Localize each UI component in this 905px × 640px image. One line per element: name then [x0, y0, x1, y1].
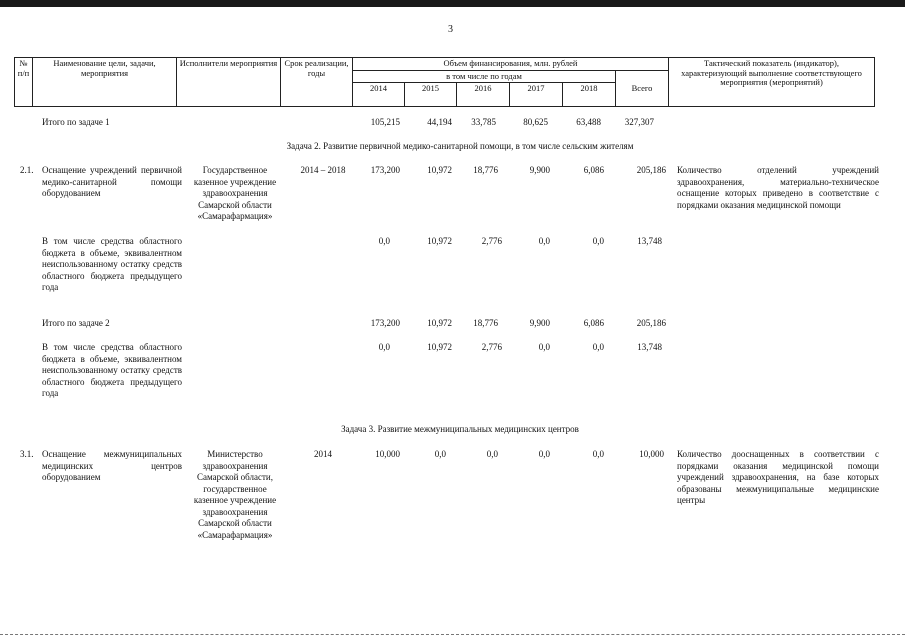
row31-term: 2014 [314, 449, 332, 459]
header-financing: Объем финансирования, млн. рублей [353, 58, 669, 71]
row21-2018: 6,086 [583, 165, 604, 175]
table-header [14, 57, 875, 107]
header-by-year: в том числе по годам [353, 70, 616, 83]
header-total: Всего [616, 70, 669, 107]
bottom-border-line [0, 634, 905, 636]
header-executors: Исполнители мероприятия [177, 58, 281, 107]
row21-2017: 9,900 [529, 165, 550, 175]
itog2-2018: 6,086 [583, 318, 604, 328]
itog2-incl-2018: 0,0 [592, 342, 604, 352]
itog2-total: 205,186 [636, 318, 666, 328]
itog2-incl-total: 13,748 [637, 342, 662, 352]
row31-2014: 10,000 [375, 449, 400, 459]
itog2-incl-2017: 0,0 [538, 342, 550, 352]
itog2-2017: 9,900 [529, 318, 550, 328]
header-year: 2016 [457, 83, 510, 107]
row21-incl-2015: 10,972 [427, 236, 452, 246]
itog1-2017: 80,625 [523, 117, 548, 127]
row21-incl-total: 13,748 [637, 236, 662, 246]
itog2-label: Итого по задаче 2 [42, 318, 110, 328]
row31-indicator: Количество дооснащенных в соответствии с порядками оказания медицинской помощи учреждений здравоохранения, на базе которых образованы межмуниципальные медицинские центры [677, 449, 879, 505]
itog2-2015: 10,972 [427, 318, 452, 328]
itog2-2014: 173,200 [370, 318, 400, 328]
row31-name: Оснащение межмуниципальных медицинских центров оборудованием [42, 449, 182, 482]
itog2-incl-2015: 10,972 [427, 342, 452, 352]
header-name: Наименование цели, задачи, мероприятия [33, 58, 177, 107]
top-border-bar [0, 0, 905, 7]
itog2-2016: 18,776 [473, 318, 498, 328]
itog1-2016: 33,785 [471, 117, 496, 127]
header-term: Срок реализации, годы [281, 58, 353, 107]
row21-2014: 173,200 [370, 165, 400, 175]
row21-incl-2018: 0,0 [592, 236, 604, 246]
row31-no: 3.1. [20, 449, 34, 459]
itog2-incl-label: В том числе средства областного бюджета в объеме, эквивалентном неиспользованному остатку средств областного бюджета предыдущего года [42, 342, 182, 398]
row31-2017: 0,0 [538, 449, 550, 459]
row21-name: Оснащение учреждений первичной медико-санитарной помощи оборудованием [42, 165, 182, 198]
row21-incl-2017: 0,0 [538, 236, 550, 246]
task2-title: Задача 2. Развитие первичной медико-санитарной помощи, в том числе сельским жителям [286, 141, 634, 151]
row21-term: 2014 – 2018 [300, 165, 346, 175]
row31-2015: 0,0 [434, 449, 446, 459]
itog1-label: Итого по задаче 1 [42, 117, 110, 127]
header-year: 2015 [405, 83, 457, 107]
row21-incl-label: В том числе средства областного бюджета в объеме, эквивалентном неиспользованному остатку средств областного бюджета предыдущего года [42, 236, 182, 292]
task3-title: Задача 3. Развитие межмуниципальных медицинских центров [341, 424, 579, 434]
row31-executor: Министерство здравоохранения Самарской области, государственное казенное учреждение здравоохранения Самарской области «Самарафармация» [193, 449, 277, 540]
itog1-2018: 63,488 [576, 117, 601, 127]
row21-no: 2.1. [20, 165, 34, 175]
itog1-2015: 44,194 [427, 117, 452, 127]
row21-total: 205,186 [636, 165, 666, 175]
itog1-2014: 105,215 [370, 117, 400, 127]
page-number: 3 [448, 24, 453, 35]
row21-indicator: Количество отделений учреждений здравоохранения, материально-техническое оснащение которых приведено в соответствие с порядками оказания медицинской помощи [677, 165, 879, 210]
row21-incl-2016: 2,776 [481, 236, 502, 246]
row21-incl-2014: 0,0 [378, 236, 390, 246]
header-indicator: Тактический показатель (индикатор), характеризующий выполнение соответствующего мероприятия (мероприятий) [669, 58, 875, 107]
itog2-incl-2016: 2,776 [481, 342, 502, 352]
header-year: 2018 [563, 83, 616, 107]
row31-2016: 0,0 [486, 449, 498, 459]
row31-2018: 0,0 [592, 449, 604, 459]
itog2-incl-2014: 0,0 [378, 342, 390, 352]
row21-2016: 18,776 [473, 165, 498, 175]
header-year: 2014 [353, 83, 405, 107]
header-no: № п/п [15, 58, 33, 107]
header-year: 2017 [510, 83, 563, 107]
itog1-total: 327,307 [624, 117, 654, 127]
row21-executor: Государственное казенное учреждение здравоохранения Самарской области «Самарафармация» [193, 165, 277, 221]
row21-2015: 10,972 [427, 165, 452, 175]
row31-total: 10,000 [639, 449, 664, 459]
